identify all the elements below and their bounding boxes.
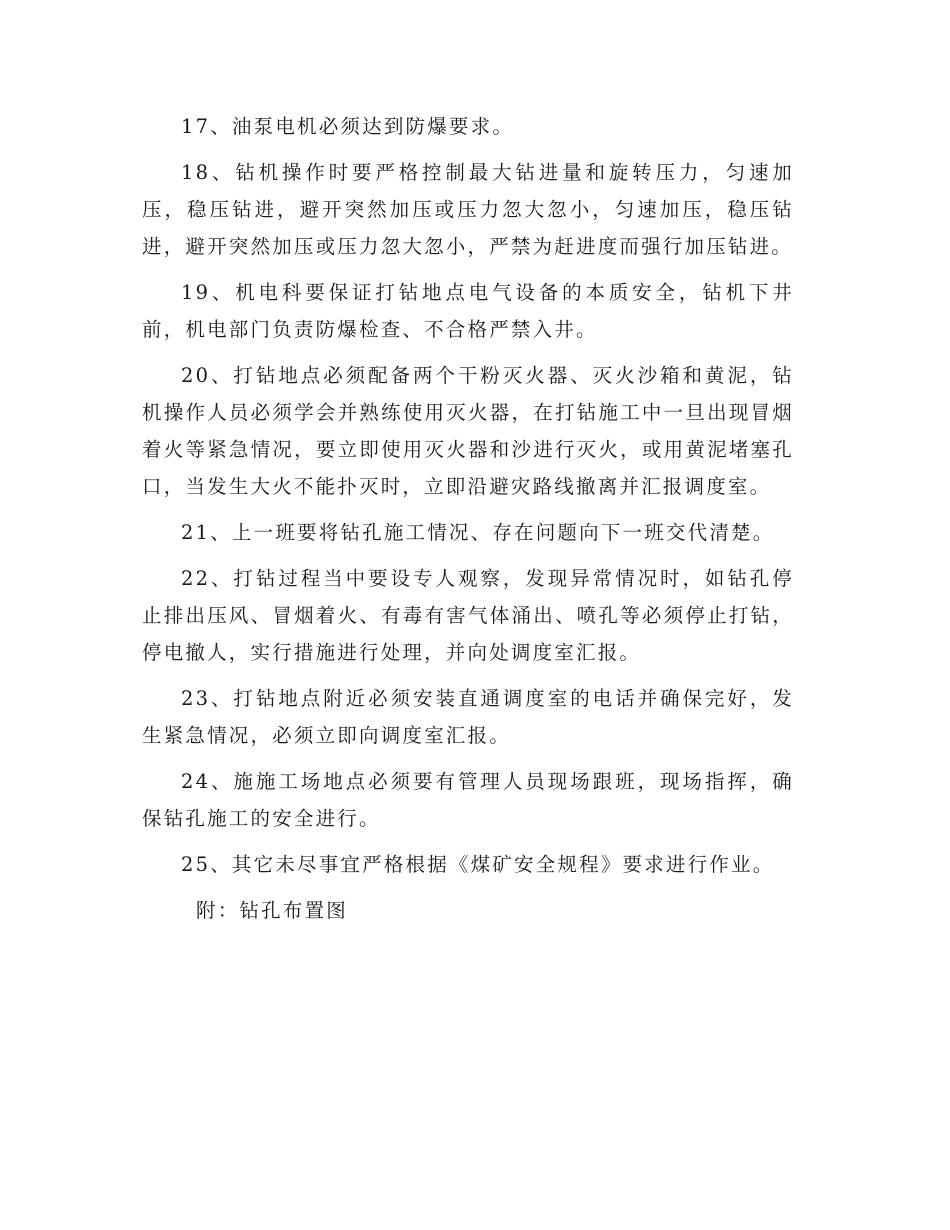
paragraph-23: 23、打钻地点附近必须安装直通调度室的电话并确保完好，发生紧急情况，必须立即向调度室汇报。 [142,687,794,747]
document-body [142,108,794,929]
paragraph-24: 24、施施工场地点必须要有管理人员现场跟班，现场指挥，确保钻孔施工的安全进行。 [142,770,794,830]
paragraph-18: 18、钻机操作时要严格控制最大钻进量和旋转压力，匀速加压，稳压钻进，避开突然加压或压力忽大忽小，匀速加压，稳压钻进，避开突然加压或压力忽大忽小，严禁为赶进度而强行加压钻进。 [142,161,794,258]
paragraph-17: 17、油泵电机必须达到防爆要求。 [181,115,515,138]
paragraph-21: 21、上一班要将钻孔施工情况、存在问题向下一班交代清楚。 [181,521,775,544]
paragraph-22: 22、打钻过程当中要设专人观察，发现异常情况时，如钻孔停止排出压风、冒烟着火、有毒有害气体涌出、喷孔等必须停止打钻，停电撤人，实行措施进行处理，并向处调度室汇报。 [142,567,794,664]
paragraph-19: 19、机电科要保证打钻地点电气设备的本质安全，钻机下井前，机电部门负责防爆检查、不合格严禁入井。 [142,281,794,341]
paragraph-20: 20、打钻地点必须配备两个干粉灭火器、灭火沙箱和黄泥，钻机操作人员必须学会并熟练使用灭火器，在打钻施工中一旦出现冒烟着火等紧急情况，要立即使用灭火器和沙进行灭火，或用黄泥堵塞孔口，当发生大火不能扑灭时，立即沿避灾路线撤离并汇报调度室。 [142,364,794,498]
paragraph-25: 25、其它未尽事宜严格根据《煤矿安全规程》要求进行作业。 [181,853,775,876]
appendix-note: 附：钻孔布置图 [196,899,348,922]
